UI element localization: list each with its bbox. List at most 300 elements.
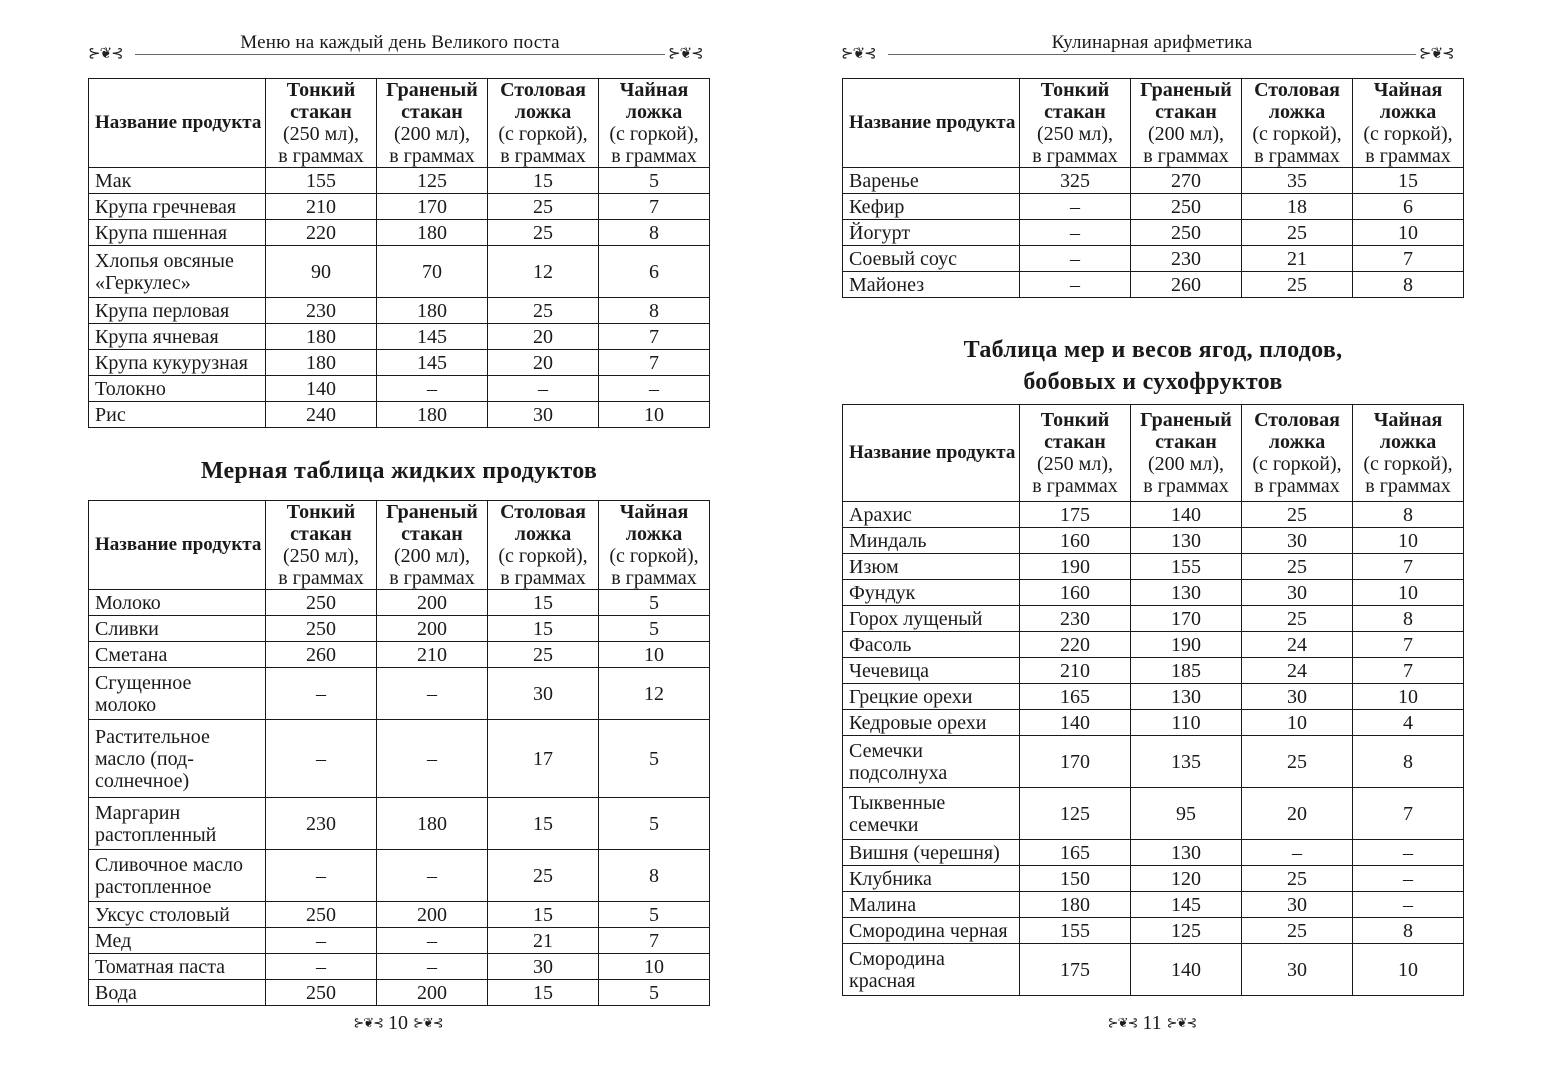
product-name-line: Горох лущеный [849,607,983,630]
table-row [89,324,710,350]
cell-value: – [377,668,488,720]
page-footer [298,1012,498,1035]
cell-value: – [266,668,377,720]
section-title-line: бобовых и сухофруктов [1023,369,1283,395]
column-header-bold: Граненый [386,79,478,101]
cell-value: 25 [1242,554,1353,580]
cell-value: 30 [1242,944,1353,996]
column-header-text: (с горкой), [1252,123,1342,145]
column-header-bold: Столовая [1254,79,1340,101]
product-name [843,710,1020,736]
cell-value: 230 [1131,246,1242,272]
product-name [89,720,266,798]
table-header [89,501,710,590]
table-row [89,220,710,246]
product-name-line: Крупа гречневая [95,195,237,218]
table-row [843,632,1464,658]
ornament-icon: ⊱❦⊰ [668,46,703,62]
cell-value: – [1242,840,1353,866]
table-row [843,606,1464,632]
product-name [843,918,1020,944]
product-name [843,632,1020,658]
cell-value: – [377,954,488,980]
cell-value: 260 [266,642,377,668]
table-row [89,376,710,402]
product-name [843,554,1020,580]
ornament-icon: ⊱❦⊰ [353,1015,383,1030]
page-footer [1052,1012,1252,1035]
running-head: Кулинарная арифметика [1051,32,1253,53]
table-row [843,944,1464,996]
column-header-bold: ложка [1379,431,1437,453]
cell-value: 30 [1242,684,1353,710]
column-header-text: (с горкой), [498,123,588,145]
product-name-line: Варенье [849,169,919,192]
cell-value: 180 [377,298,488,324]
cell-value: 30 [488,402,599,428]
cell-value: 6 [1353,194,1464,220]
column-header-text: в граммах [389,145,475,167]
column-header [1020,79,1131,168]
column-header [599,79,710,168]
table-row [89,194,710,220]
cell-value: 5 [599,980,710,1006]
table-body [89,168,710,428]
table-body [843,502,1464,996]
product-name-line: Изюм [849,555,899,578]
product-name [843,502,1020,528]
cell-value: 210 [266,194,377,220]
column-header-text: (250 мл), [283,123,359,145]
column-header-text: в граммах [500,145,586,167]
product-name [89,668,266,720]
cell-value: – [1020,220,1131,246]
cell-value: 200 [377,590,488,616]
column-header [1353,79,1464,168]
product-name [843,272,1020,298]
cell-value: 155 [266,168,377,194]
cell-value: 25 [1242,866,1353,892]
cell-value: 12 [488,246,599,298]
cell-value: 185 [1131,658,1242,684]
cell-value: 30 [1242,528,1353,554]
ornament-icon: ⊱❦⊰ [841,46,876,62]
column-header-text: (с горкой), [609,123,699,145]
product-name-line: Малина [849,893,917,916]
cell-value: 24 [1242,658,1353,684]
product-name-line: Крупа пшенная [95,221,228,244]
ornament-icon: ⊱❦⊰ [413,1015,443,1030]
product-name-line: Кедровые орехи [849,711,987,734]
column-header-bold: стакан [1044,101,1106,123]
table-row [89,668,710,720]
cell-value: 10 [1242,710,1353,736]
cell-value: 270 [1131,168,1242,194]
table-row [843,272,1464,298]
column-header-text: в граммах [611,145,697,167]
product-name-line: Крупа кукурузная [95,351,248,374]
product-name [89,350,266,376]
product-name-line: Миндаль [849,529,927,552]
column-header-text: (250 мл), [1037,123,1113,145]
cell-value: 7 [1353,788,1464,840]
page-number: 10 [388,1012,408,1034]
cell-value: 10 [1353,528,1464,554]
cell-value: 145 [377,324,488,350]
column-header-bold: Граненый [386,501,478,523]
product-name-line: Тыквенные [849,791,946,814]
column-header-bold: ложка [1268,431,1326,453]
product-name [843,580,1020,606]
cell-value: – [1353,840,1464,866]
column-header-bold: Чайная [619,79,689,101]
column-header-name: Название продукта [89,79,266,168]
column-header-bold: стакан [1155,431,1217,453]
misc-table [842,78,1464,298]
product-name-line: Маргарин [95,801,181,824]
cell-value: 250 [266,590,377,616]
cell-value: 190 [1131,632,1242,658]
table-row [843,220,1464,246]
cell-value: 130 [1131,840,1242,866]
product-name-line: Сливочное масло [95,853,243,876]
cell-value: 175 [1020,502,1131,528]
product-name-line: солнечное) [95,769,190,792]
product-name [843,684,1020,710]
table-row [843,892,1464,918]
page-number: 11 [1142,1012,1162,1034]
cell-value: 5 [599,902,710,928]
table-row [89,350,710,376]
cell-value: 190 [1020,554,1131,580]
product-name [843,658,1020,684]
product-name-line: «Геркулес» [95,271,191,294]
column-header-text: (200 мл), [1148,123,1224,145]
product-name-line: Томатная паста [95,955,226,978]
cell-value: 6 [599,246,710,298]
section-title: Мерная таблица жидких продуктов [200,458,598,484]
cell-value: 250 [266,980,377,1006]
column-header-bold: Тонкий [286,501,356,523]
column-header-text: (200 мл), [394,123,470,145]
cell-value: 30 [1242,892,1353,918]
cell-value: 165 [1020,840,1131,866]
header-row [89,79,710,168]
cell-value: 70 [377,246,488,298]
column-header-bold: Граненый [1140,409,1232,431]
ornament-icon: ⊱❦⊰ [88,46,123,62]
product-name-line: Арахис [849,503,912,526]
column-header-name: Название продукта [89,501,266,590]
column-header-bold: Чайная [619,501,689,523]
cell-value: 260 [1131,272,1242,298]
product-name-line: Майонез [849,273,925,296]
table-row [843,710,1464,736]
cell-value: 230 [266,298,377,324]
cell-value: 24 [1242,632,1353,658]
cell-value: 8 [1353,502,1464,528]
product-name [89,376,266,402]
column-header [488,79,599,168]
column-header-bold: ложка [625,101,683,123]
table-row [89,902,710,928]
cell-value: 170 [1020,736,1131,788]
cell-value: 140 [1131,502,1242,528]
cell-value: 15 [488,980,599,1006]
column-header-text: (с горкой), [1252,453,1342,475]
cell-value: – [1353,892,1464,918]
cell-value: 15 [488,616,599,642]
cell-value: 7 [599,194,710,220]
header-row [843,79,1464,168]
cell-value: 170 [1131,606,1242,632]
right-page [775,0,1551,1080]
table-row [89,616,710,642]
column-header [266,501,377,590]
cell-value: 10 [1353,580,1464,606]
column-header-text: (200 мл), [1148,453,1224,475]
cell-value: 25 [488,220,599,246]
cell-value: 180 [377,798,488,850]
cell-value: 155 [1020,918,1131,944]
cell-value: 170 [377,194,488,220]
product-name-line: растопленный [95,823,217,846]
cell-value: 10 [1353,944,1464,996]
product-name [843,606,1020,632]
cell-value: 12 [599,668,710,720]
column-header-text: в граммах [500,567,586,589]
product-name-line: Чечевица [849,659,930,682]
product-name [89,954,266,980]
product-name-line: Хлопья овсяные [95,249,234,272]
cell-value: 125 [377,168,488,194]
table-row [89,168,710,194]
column-header-text: (200 мл), [394,545,470,567]
cell-value: 200 [377,980,488,1006]
cell-value: 180 [377,220,488,246]
column-header-text: в граммах [278,145,364,167]
cell-value: 7 [1353,554,1464,580]
column-header [377,79,488,168]
cell-value: 21 [488,928,599,954]
column-header-text: в граммах [1143,475,1229,497]
product-name-line: Вишня (черешня) [849,841,1000,864]
product-name-line: Вода [95,981,137,1004]
cell-value: 25 [1242,502,1353,528]
cell-value: 180 [377,402,488,428]
cell-value: 25 [488,194,599,220]
cell-value: 17 [488,720,599,798]
column-header-bold: Тонкий [286,79,356,101]
cell-value: 165 [1020,684,1131,710]
product-name-line: Фасоль [849,633,912,656]
product-name [89,298,266,324]
column-header-text: (250 мл), [1037,453,1113,475]
column-header [1131,79,1242,168]
table-row [89,642,710,668]
product-name-line: Сметана [95,643,168,666]
product-name-line: Фундук [849,581,916,604]
cell-value: – [266,954,377,980]
column-header-text: в граммах [278,567,364,589]
product-name [89,980,266,1006]
cell-value: 8 [1353,606,1464,632]
cell-value: 10 [599,954,710,980]
product-name-line: семечки [849,813,919,836]
cell-value: 8 [599,220,710,246]
column-header-text: в граммах [1254,475,1340,497]
product-name-line: Семечки [849,739,923,762]
cell-value: 130 [1131,528,1242,554]
cell-value: – [377,376,488,402]
cell-value: 5 [599,798,710,850]
cell-value: 150 [1020,866,1131,892]
cell-value: – [377,850,488,902]
cell-value: 21 [1242,246,1353,272]
column-header-text: в граммах [1365,145,1451,167]
cell-value: 5 [599,168,710,194]
cell-value: 135 [1131,736,1242,788]
column-header-bold: Тонкий [1040,409,1110,431]
liquids-table [88,500,710,1006]
left-page [0,0,775,1080]
berries-table [842,404,1464,996]
cell-value: 25 [488,642,599,668]
cell-value: 180 [266,350,377,376]
product-name-line: Растительное [95,725,210,748]
header-row [843,405,1464,502]
running-head: Меню на каждый день Великого поста [240,32,560,53]
table-row [89,246,710,298]
column-header [377,501,488,590]
table-header [89,79,710,168]
table-row [843,918,1464,944]
column-header-text: в граммах [1143,145,1229,167]
cell-value: 7 [599,928,710,954]
cell-value: 145 [1131,892,1242,918]
product-name [89,194,266,220]
column-header-text: в граммах [389,567,475,589]
product-name [843,194,1020,220]
cell-value: 20 [488,324,599,350]
cell-value: 210 [1020,658,1131,684]
cell-value: 325 [1020,168,1131,194]
product-name-line: молоко [95,693,157,716]
cell-value: 25 [1242,918,1353,944]
column-header [266,79,377,168]
cell-value: – [266,720,377,798]
column-header-bold: ложка [1379,101,1437,123]
cell-value: 250 [1131,220,1242,246]
table-row [843,194,1464,220]
cell-value: 5 [599,590,710,616]
product-name [843,220,1020,246]
cell-value: 95 [1131,788,1242,840]
table-row [843,246,1464,272]
ornament-icon: ⊱❦⊰ [1107,1015,1138,1030]
cell-value: 250 [1131,194,1242,220]
cell-value: 155 [1131,554,1242,580]
table-body [89,590,710,1006]
product-name [89,324,266,350]
table-header [843,405,1464,502]
cell-value: 90 [266,246,377,298]
cell-value: 140 [266,376,377,402]
table-row [843,554,1464,580]
table-row [89,980,710,1006]
cell-value: – [266,850,377,902]
product-name [843,866,1020,892]
head-rule [135,54,665,55]
cell-value: 10 [1353,220,1464,246]
table-row [843,866,1464,892]
cell-value: 160 [1020,580,1131,606]
column-header-bold: стакан [401,101,463,123]
column-header [1353,405,1464,502]
column-header-text: (250 мл), [283,545,359,567]
column-header [488,501,599,590]
column-header [1020,405,1131,502]
cell-value: 30 [1242,580,1353,606]
cell-value: 130 [1131,580,1242,606]
table-row [89,928,710,954]
cell-value: 15 [488,902,599,928]
table-row [89,402,710,428]
column-header-bold: стакан [401,523,463,545]
cell-value: 130 [1131,684,1242,710]
cell-value: – [266,928,377,954]
product-name-line: Сливки [95,617,159,640]
column-header-text: в граммах [1032,145,1118,167]
table-row [843,658,1464,684]
product-name [89,220,266,246]
product-name [843,892,1020,918]
column-header-bold: ложка [1268,101,1326,123]
cell-value: 25 [1242,606,1353,632]
cell-value: 30 [488,954,599,980]
cell-value: 25 [488,850,599,902]
cell-value: 140 [1131,944,1242,996]
product-name-line: Крупа ячневая [95,325,219,348]
product-name-line: Рис [95,403,126,426]
column-header-name: Название продукта [843,405,1020,502]
column-header-bold: Столовая [500,79,586,101]
product-name-line: Толокно [95,377,166,400]
cell-value: 140 [1020,710,1131,736]
product-name [843,736,1020,788]
cell-value: 20 [1242,788,1353,840]
product-name-line: красная [849,969,916,992]
product-name [89,902,266,928]
product-name [843,788,1020,840]
cell-value: 5 [599,616,710,642]
section-title [842,334,1464,398]
column-header [1242,79,1353,168]
cell-value: 15 [1353,168,1464,194]
cell-value: 35 [1242,168,1353,194]
product-name-line: Клубника [849,867,932,890]
cell-value: 7 [599,324,710,350]
cell-value: – [1020,246,1131,272]
cell-value: 25 [488,298,599,324]
ornament-icon: ⊱❦⊰ [1166,1015,1197,1030]
product-name [843,168,1020,194]
product-name-line: Соевый соус [849,247,958,270]
cell-value: 15 [488,590,599,616]
cell-value: 230 [266,798,377,850]
cell-value: 15 [488,168,599,194]
cell-value: 30 [488,668,599,720]
